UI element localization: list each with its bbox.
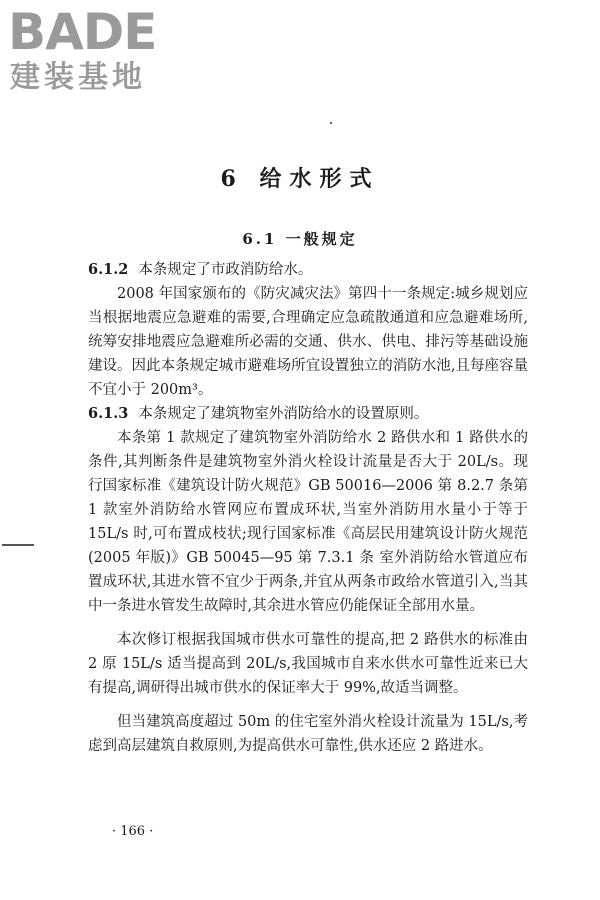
document-body: [88, 258, 528, 758]
margin-line-mark: [2, 544, 34, 546]
clause-number: 6.1.2: [88, 261, 129, 278]
logo-brand-text: BADE: [8, 3, 157, 61]
logo-subtitle-text: 建装基地: [10, 60, 146, 95]
page-number: · 166 ·: [112, 824, 154, 839]
section-title: 6.1 一般规定: [242, 230, 358, 248]
paragraph: 本条第 1 款规定了建筑物室外消防给水 2 路供水和 1 路供水的条件,其判断条件是建筑物室外消火栓设计流量是否大于 20L/s。现行国家标准《建筑设计防火规范》GB 50016—2006 第 8.2.7 条第 1 款室外消防给水管网应布置成环状,当室外消防用水量小于等于 15L/s 时,可布置成枝状;现行国家标准《高层民用建筑设计防火规范(2005 年版)》GB 50045—95 第 7.3.1 条 室外消防给水管道应布置成环状,其进水管不宜少于两条,并宜从两条市政给水管道引入,当其中一条进水管发生故障时,其余进水管应仍能保证全部用水量。: [88, 430, 528, 614]
clause-number: 6.1.3: [88, 405, 129, 422]
paragraph: 2008 年国家颁布的《防灾减灾法》第四十一条规定:城乡规划应当根据地震应急避难的需要,合理确定应急疏散通道和应急避难场所,统筹安排地震应急避难所必需的交通、供水、供电、排污等基础设施建设。因此本条规定城市避难场所宜设置独立的消防水池,且每座容量不宜小于 200m³。: [88, 286, 528, 398]
clause-6-1-2-heading: [88, 258, 528, 282]
chapter-title: 6 给水形式: [220, 166, 380, 192]
watermark-logo: [8, 3, 188, 96]
paragraph: 但当建筑高度超过 50m 的住宅室外消火栓设计流量为 15L/s,考虑到高层建筑自救原则,为提高供水可靠性,供水还应 2 路进水。: [88, 714, 528, 754]
clause-6-1-3-heading: [88, 402, 528, 426]
paragraph: 本次修订根据我国城市供水可靠性的提高,把 2 路供水的标准由 2 原 15L/s 适当提高到 20L/s,我国城市自来水供水可靠性近来已大有提高,调研得出城市供水的保证率大于 99%,故适当调整。: [88, 632, 528, 696]
clause-heading-text: 本条规定了市政消防给水。: [138, 262, 313, 278]
scan-dot-mark: [330, 122, 332, 124]
clause-heading-text: 本条规定了建筑物室外消防给水的设置原则。: [138, 406, 429, 422]
